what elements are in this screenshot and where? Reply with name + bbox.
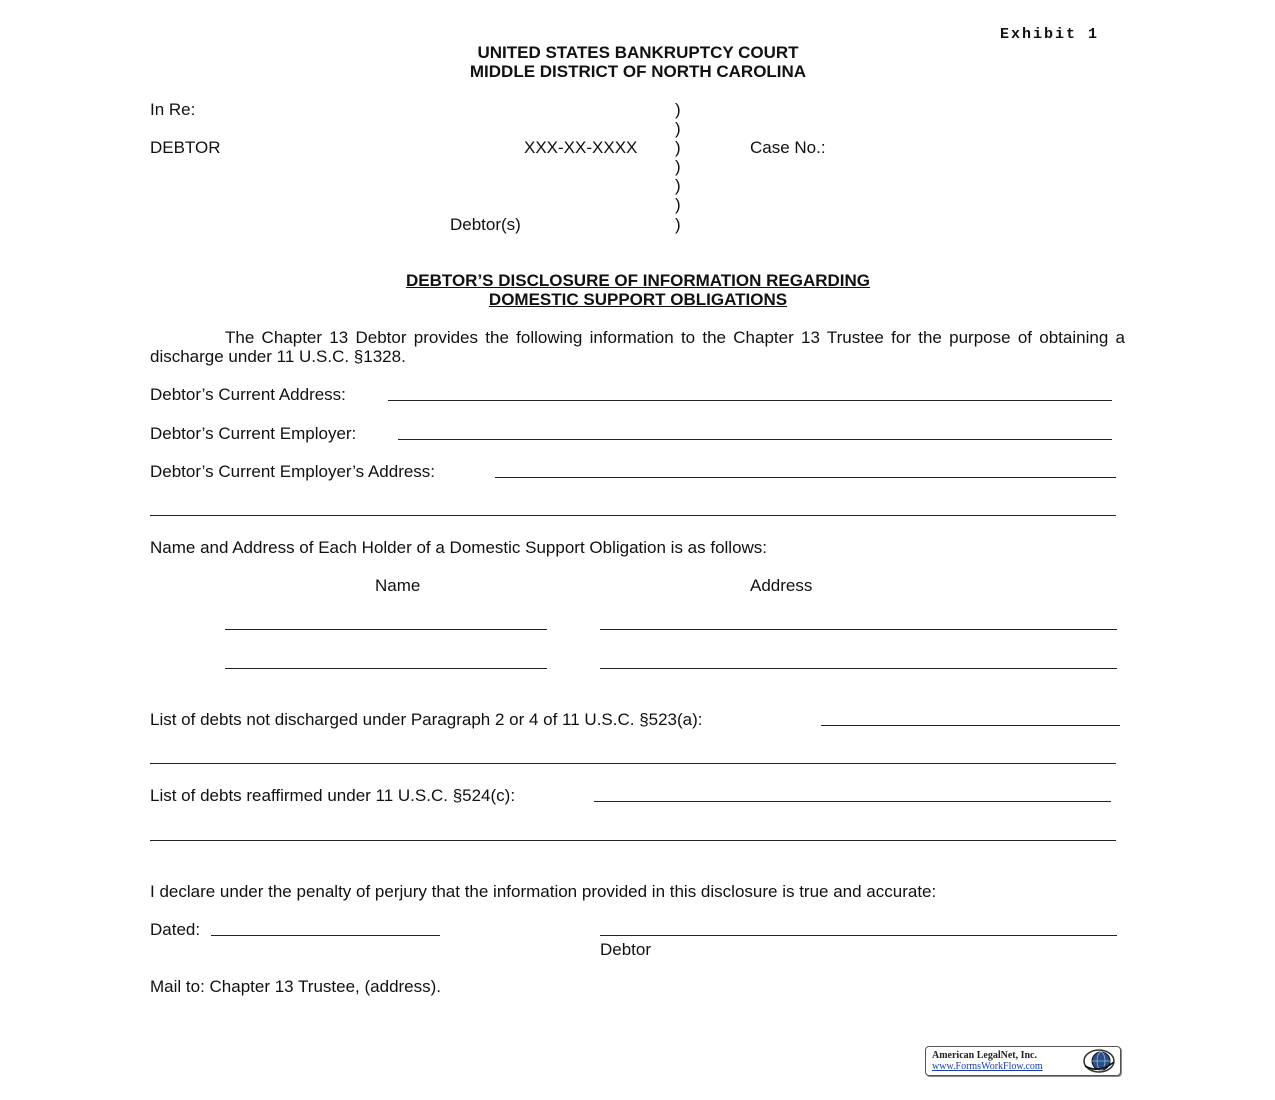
globe-icon xyxy=(1081,1048,1117,1074)
debts-reaffirmed-line[interactable] xyxy=(594,801,1111,802)
mail-to-text: Mail to: Chapter 13 Trustee, (address). xyxy=(150,977,442,996)
form-title: DEBTOR’S DISCLOSURE OF INFORMATION REGARDING xyxy=(405,271,871,290)
holder-address-line[interactable] xyxy=(600,629,1117,630)
employer-address-line[interactable] xyxy=(495,477,1116,478)
american-legalnet-logo[interactable] xyxy=(925,1046,1121,1076)
debtors-label: Debtor(s) xyxy=(450,215,521,234)
exhibit-label: Exhibit 1 xyxy=(1000,26,1100,43)
debtor-signature-label: Debtor xyxy=(600,940,652,959)
logo-url[interactable]: www.FormsWorkFlow.com xyxy=(932,1061,1043,1072)
court-name: UNITED STATES BANKRUPTCY COURT xyxy=(477,43,799,62)
current-address-label: Debtor’s Current Address: xyxy=(150,385,346,404)
in-re-label: In Re: xyxy=(150,100,196,119)
current-address-line[interactable] xyxy=(388,400,1112,401)
dated-line[interactable] xyxy=(211,935,440,936)
caption-bracket: ) xyxy=(675,195,681,214)
employer-address-line-2[interactable] xyxy=(150,515,1116,516)
debtor-ssn: XXX-XX-XXXX xyxy=(524,138,638,157)
declaration-text: I declare under the penalty of perjury that the information provided in this disclosure is true and accurate: xyxy=(150,882,937,901)
holder-name-line[interactable] xyxy=(225,629,547,630)
intro-paragraph xyxy=(150,328,1125,366)
name-column-header: Name xyxy=(375,576,421,595)
caption-bracket: ) xyxy=(675,100,681,119)
dated-label: Dated: xyxy=(150,920,201,939)
debts-not-discharged-label: List of debts not discharged under Paragraph 2 or 4 of 11 U.S.C. §523(a): xyxy=(150,710,703,729)
caption-bracket: ) xyxy=(675,119,681,138)
holder-name-line[interactable] xyxy=(225,668,547,669)
court-district: MIDDLE DISTRICT OF NORTH CAROLINA xyxy=(469,62,807,81)
caption-bracket: ) xyxy=(675,215,681,234)
caption-bracket: ) xyxy=(675,138,681,157)
case-number-label: Case No.: xyxy=(750,138,826,157)
debts-reaffirmed-line-2[interactable] xyxy=(150,840,1116,841)
debts-not-discharged-line[interactable] xyxy=(821,725,1120,726)
debtor-signature-line[interactable] xyxy=(600,935,1117,936)
holders-heading: Name and Address of Each Holder of a Domestic Support Obligation is as follows: xyxy=(150,538,768,557)
caption-bracket: ) xyxy=(675,157,681,176)
debtor-name: DEBTOR xyxy=(150,138,221,157)
employer-address-label: Debtor’s Current Employer’s Address: xyxy=(150,462,436,481)
holder-address-line[interactable] xyxy=(600,668,1117,669)
debts-not-discharged-line-2[interactable] xyxy=(150,763,1116,764)
debts-reaffirmed-label: List of debts reaffirmed under 11 U.S.C. §524(c): xyxy=(150,786,516,805)
form-subtitle: DOMESTIC SUPPORT OBLIGATIONS xyxy=(488,290,788,309)
caption-bracket: ) xyxy=(675,176,681,195)
address-column-header: Address xyxy=(750,576,813,595)
current-employer-line[interactable] xyxy=(398,439,1112,440)
current-employer-label: Debtor’s Current Employer: xyxy=(150,424,357,443)
logo-company: American LegalNet, Inc. xyxy=(932,1050,1037,1061)
intro-text: The Chapter 13 Debtor provides the following information to the Chapter 13 Trustee for the purpose of obtaining a discharge under 11 U.S.C. §1328. xyxy=(150,328,1125,366)
